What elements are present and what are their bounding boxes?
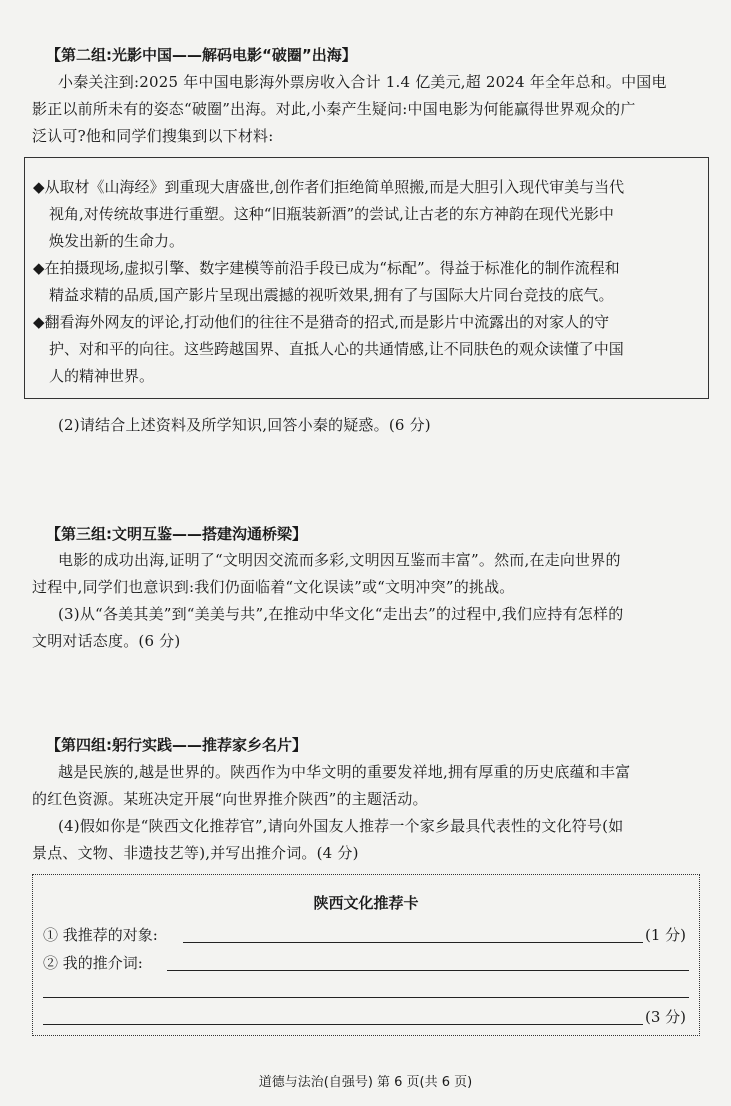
card-title: 陕西文化推荐卡: [313, 894, 419, 912]
material-line: 视角,对传统故事进行重塑。这种“旧瓶装新酒”的尝试,让古老的东方神韵在现代光影中: [49, 205, 614, 223]
group2-intro-line: 影正以前所未有的姿态“破圈”出海。对此,小秦产生疑问:中国电影为何能赢得世界观众的广: [32, 100, 636, 118]
question-4: (4)假如你是“陕西文化推荐官”,请向外国友人推荐一个家乡最具代表性的文化符号(如: [58, 817, 624, 835]
question-2: (2)请结合上述资料及所学知识,回答小秦的疑惑。(6 分): [58, 416, 431, 434]
recommendation-card: [32, 874, 700, 1036]
group3-line: 电影的成功出海,证明了“文明因交流而多彩,文明因互鉴而丰富”。然而,在走向世界的: [58, 551, 621, 569]
material-line: 焕发出新的生命力。: [49, 232, 185, 250]
question-4-cont: 景点、文物、非遗技艺等),并写出推介词。(4 分): [32, 844, 359, 862]
group4-heading: 【第四组:躬行实践——推荐家乡名片】: [46, 736, 308, 754]
answer-line-intro-1[interactable]: [167, 970, 689, 971]
answer-line-intro-2[interactable]: [43, 997, 689, 998]
card-item2-label: ② 我的推介词:: [43, 954, 143, 972]
group3-line: 过程中,同学们也意识到:我们仍面临着“文化误读”或“文明冲突”的挑战。: [32, 578, 515, 596]
group3-heading: 【第三组:文明互鉴——搭建沟通桥梁】: [46, 525, 308, 543]
card-item1-score: (1 分): [645, 926, 687, 944]
question-3: (3)从“各美其美”到“美美与共”,在推动中华文化“走出去”的过程中,我们应持有怎样的: [58, 605, 624, 623]
question-3-cont: 文明对话态度。(6 分): [32, 632, 181, 650]
group4-line: 越是民族的,越是世界的。陕西作为中华文明的重要发祥地,拥有厚重的历史底蕴和丰富: [58, 763, 631, 781]
group2-heading: 【第二组:光影中国——解码电影“破圈”出海】: [46, 46, 357, 64]
answer-line-intro-3[interactable]: [43, 1024, 643, 1025]
card-item1-label: ① 我推荐的对象:: [43, 926, 158, 944]
materials-box: [24, 157, 709, 399]
material-line: ◆在拍摄现场,虚拟引擎、数字建模等前沿手段已成为“标配”。得益于标准化的制作流程和: [33, 259, 620, 277]
answer-line-object[interactable]: [183, 942, 643, 943]
group4-line: 的红色资源。某班决定开展“向世界推介陕西”的主题活动。: [32, 790, 428, 808]
group2-intro-line: 小秦关注到:2025 年中国电影海外票房收入合计 1.4 亿美元,超 2024 年全年总和。中国电: [58, 73, 667, 91]
page-footer: 道德与法治(自强号) 第 6 页(共 6 页): [258, 1075, 473, 1090]
material-line: 精益求精的品质,国产影片呈现出震撼的视听效果,拥有了与国际大片同台竞技的底气。: [49, 286, 614, 304]
material-line: ◆从取材《山海经》到重现大唐盛世,创作者们拒绝简单照搬,而是大胆引入现代审美与当代: [33, 178, 625, 196]
material-line: 人的精神世界。: [49, 367, 155, 385]
card-item2-score: (3 分): [645, 1008, 687, 1026]
material-line: ◆翻看海外网友的评论,打动他们的往往不是猎奇的招式,而是影片中流露出的对家人的守: [33, 313, 610, 331]
material-line: 护、对和平的向往。这些跨越国界、直抵人心的共通情感,让不同肤色的观众读懂了中国: [49, 340, 624, 358]
group2-intro-line: 泛认可?他和同学们搜集到以下材料:: [32, 127, 274, 145]
